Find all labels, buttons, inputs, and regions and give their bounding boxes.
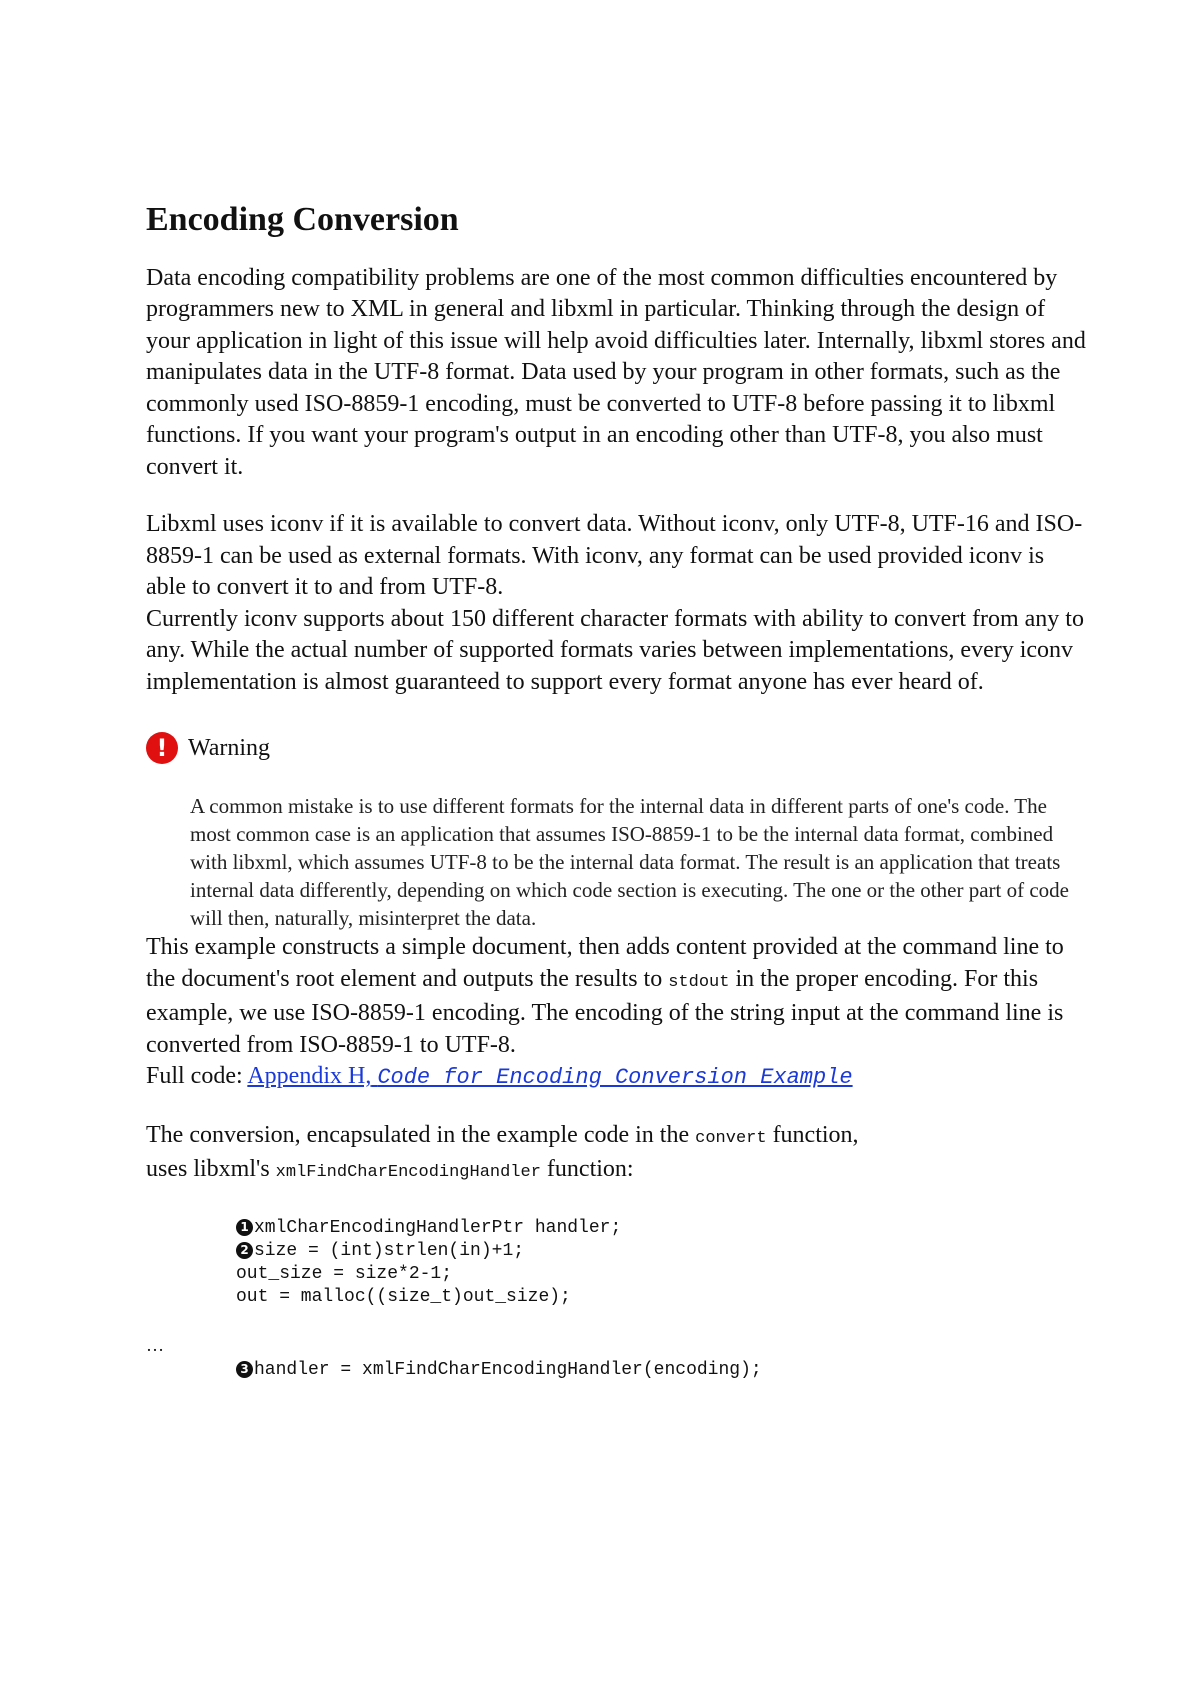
callout-3-icon: 3	[236, 1361, 253, 1378]
callout-1-icon: 1	[236, 1219, 253, 1236]
code-line-2: size = (int)strlen(in)+1;	[254, 1240, 525, 1261]
appendix-link[interactable]	[247, 1063, 852, 1089]
code-line-4: out = malloc((size_t)out_size);	[236, 1286, 571, 1307]
warning-icon: !	[146, 732, 178, 764]
conversion-text-1: The conversion, encapsulated in the example code in the	[146, 1121, 690, 1148]
callout-2-icon: 2	[236, 1242, 253, 1259]
example-text-before: This example constructs a simple document, then adds content provided at the command line to the document's root element and outputs the results to	[146, 934, 1064, 992]
conversion-text-2: function,	[772, 1121, 859, 1148]
code-line-3: out_size = size*2-1;	[236, 1263, 453, 1284]
stdout-code: stdout	[668, 972, 730, 992]
conversion-text-3: uses libxml's	[146, 1156, 270, 1183]
convert-code: convert	[695, 1128, 767, 1148]
document-page	[146, 200, 1086, 1382]
handler-function-code: xmlFindCharEncodingHandler	[275, 1163, 541, 1183]
warning-title: Warning	[188, 734, 271, 761]
conversion-text-4: function:	[546, 1156, 634, 1183]
paragraph-iconv: Libxml uses iconv if it is available to convert data. Without iconv, only UTF-8, UTF-16 and ISO-8859-1 can be used as external formats. With iconv, any format can be used provided iconv is able to convert it to and from UTF-8.	[146, 511, 1083, 601]
appendix-link-title: Code for Encoding Conversion Example	[377, 1065, 853, 1091]
paragraph-example	[146, 932, 1086, 1094]
code-ellipsis: …	[146, 1334, 164, 1355]
warning-header	[146, 732, 1086, 764]
full-code-label: Full code:	[146, 1063, 243, 1090]
code-listing	[236, 1217, 1086, 1309]
paragraph-intro: Data encoding compatibility problems are one of the most common difficulties encountered by programmers new to XML in general and libxml in particular. Thinking through the design of your application in light of this issue will help avoid difficulties later. Internally, libxml stores and manipulates data in the UTF-8 format. Data used by your program in other formats, such as the commonly used ISO-8859-1 encoding, must be converted to UTF-8 before passing it to libxml functions. If you want your program's output in an encoding other than UTF-8, you also must convert it.	[146, 264, 1086, 480]
paragraph-conversion	[146, 1120, 1086, 1189]
example-text-after: in the proper encoding. For this example, we use ISO-8859-1 encoding. The encoding of the string input at the command line is converted from ISO-8859-1 to UTF-8.	[146, 965, 1064, 1058]
paragraph-iconv-formats: Currently iconv supports about 150 different character formats with ability to convert from any to any. While the actual number of supported formats varies between implementations, every iconv implementation is almost guaranteed to support every format anyone has ever heard of.	[146, 605, 1084, 695]
code-line-5: handler = xmlFindCharEncodingHandler(encoding);	[254, 1359, 762, 1380]
code-line-1: xmlCharEncodingHandlerPtr handler;	[254, 1217, 622, 1238]
code-listing-2	[236, 1359, 1086, 1382]
warning-text: A common mistake is to use different formats for the internal data in different parts of one's code. The most common case is an application that assumes ISO-8859-1 to be the internal data format, combined with libxml, which assumes UTF-8 to be the internal data format. The result is an application that treats internal data differently, depending on which code section is executing. The one or the other part of code will then, naturally, misinterpret the data.	[190, 794, 1069, 931]
page-title: Encoding Conversion	[146, 201, 459, 238]
appendix-link-prefix: Appendix H,	[247, 1063, 372, 1090]
